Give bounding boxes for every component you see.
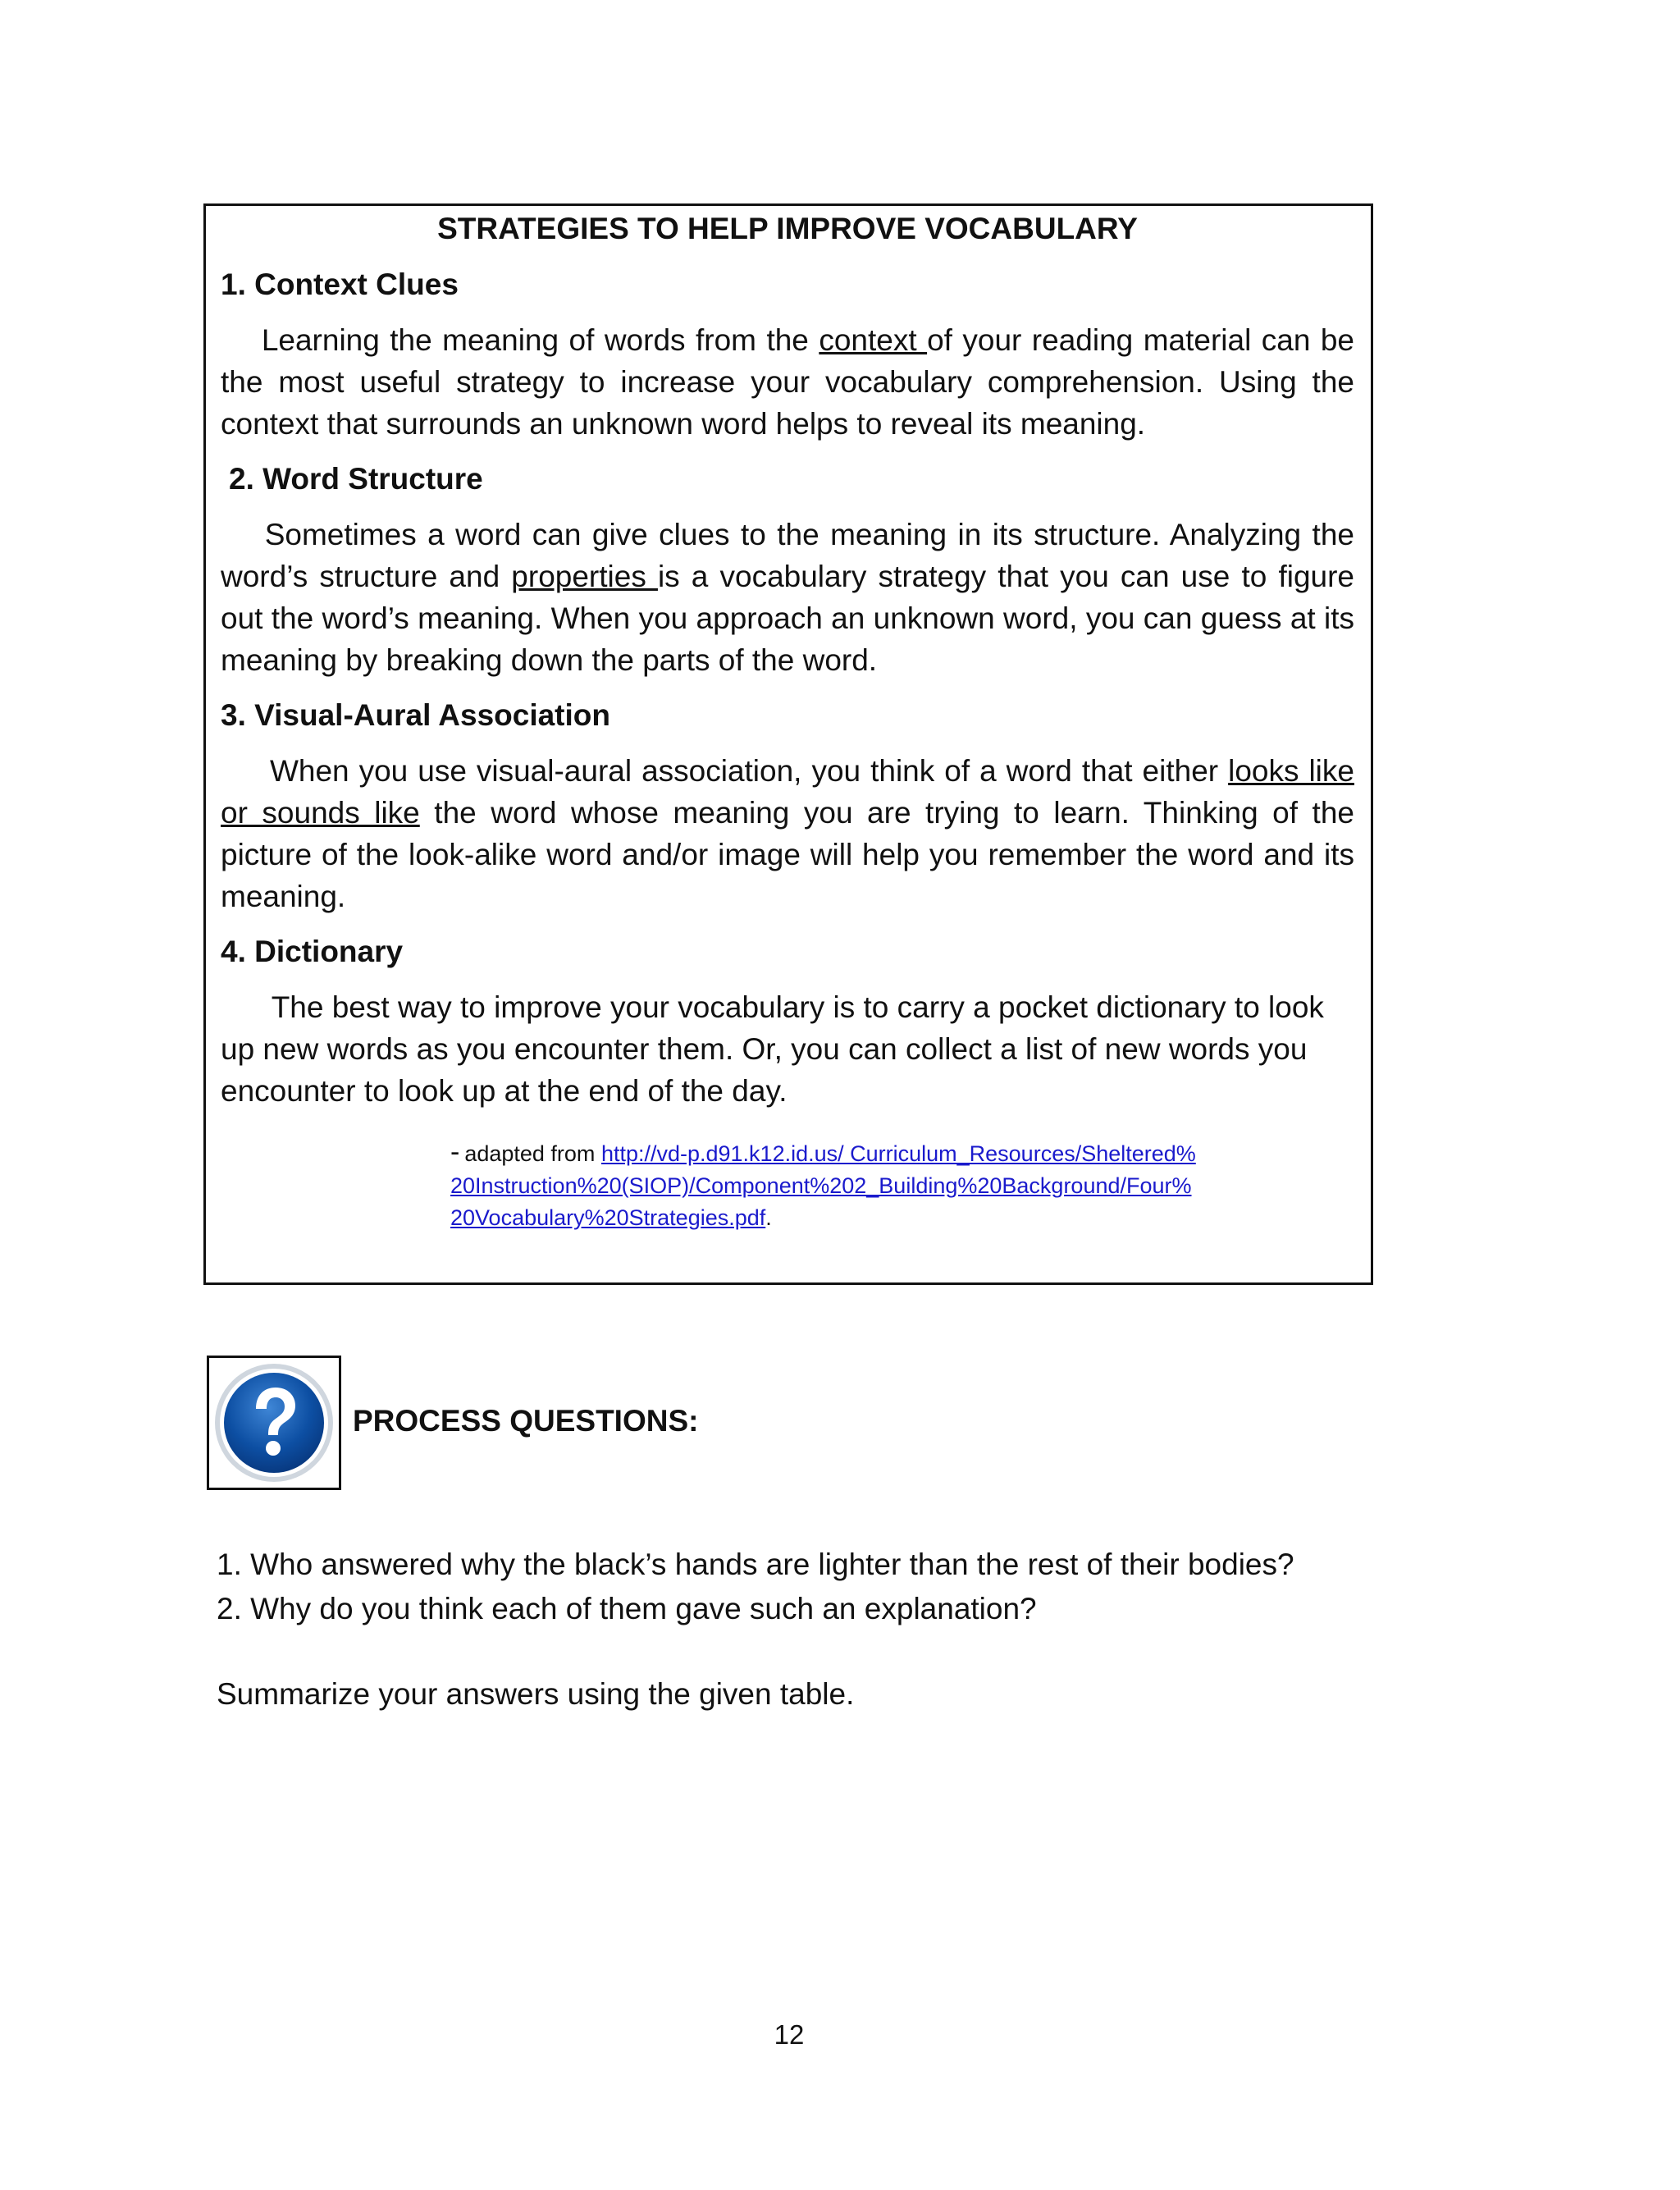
page-number: 12 xyxy=(774,2019,805,2050)
source-link-line-2[interactable]: 20Instruction%20(SIOP)/Component%202_Building%20Background/Four% xyxy=(450,1173,1192,1198)
question-item: 1. Who answered why the black’s hands are lighter than the rest of their bodies? xyxy=(217,1548,1294,1581)
underlined-term: properties xyxy=(511,560,658,593)
section-body-dictionary: The best way to improve your vocabulary is to carry a pocket dictionary to look up new words as you encounter them. Or, you can collect a list of new words you encounter to look up at the end of the day. xyxy=(221,990,1324,1108)
section-body-word-structure: Sometimes a word can give clues to the meaning in its structure. Analyzing the word’s structure and properties is a vocabulary strategy that you can use to figure out the word’s meaning. When you approach an unknown word, you can guess at its meaning by breaking down the parts of the word. xyxy=(221,518,1354,677)
underlined-term: looks like or sounds like xyxy=(221,754,1354,830)
underlined-term: context xyxy=(819,323,928,357)
section-heading-dictionary: 4. Dictionary xyxy=(221,935,404,968)
process-questions-heading: PROCESS QUESTIONS: xyxy=(353,1404,699,1438)
source-citation: - adapted from http://vd-p.d91.k12.id.us/ Curriculum_Resources/Sheltered% 20Instruction%20(SIOP)/Component%202_Building%20Background/Four% 20Vocabulary%20Strategies.pdf. xyxy=(450,1136,1196,1230)
section-heading-visual-aural: 3. Visual-Aural Association xyxy=(221,698,610,732)
summary-instruction: Summarize your answers using the given table. xyxy=(217,1677,855,1711)
source-link-line-3[interactable]: 20Vocabulary%20Strategies.pdf xyxy=(450,1205,766,1230)
strategies-box xyxy=(203,203,1373,1285)
box-title: STRATEGIES TO HELP IMPROVE VOCABULARY xyxy=(437,212,1138,245)
source-link-line-1[interactable]: http://vd-p.d91.k12.id.us/ Curriculum_Resources/Sheltered% xyxy=(600,1141,1196,1166)
section-body-context-clues: Learning the meaning of words from the context of your reading material can be the most useful strategy to increase your vocabulary comprehension. Using the context that surrounds an unknown word helps to reveal its meaning. xyxy=(221,323,1354,441)
question-mark-icon xyxy=(212,1361,336,1484)
question-icon-frame xyxy=(207,1356,341,1490)
section-heading-context-clues: 1. Context Clues xyxy=(221,267,459,301)
section-heading-word-structure: 2. Word Structure xyxy=(229,462,483,496)
question-item: 2. Why do you think each of them gave such an explanation? xyxy=(217,1592,1037,1625)
process-questions-list xyxy=(217,1543,1294,1631)
section-body-visual-aural: When you use visual-aural association, you think of a word that either looks like or sounds like the word whose meaning you are trying to learn. Thinking of the picture of the look-alike word and/or image will help you remember the word and its meaning. xyxy=(221,754,1354,913)
